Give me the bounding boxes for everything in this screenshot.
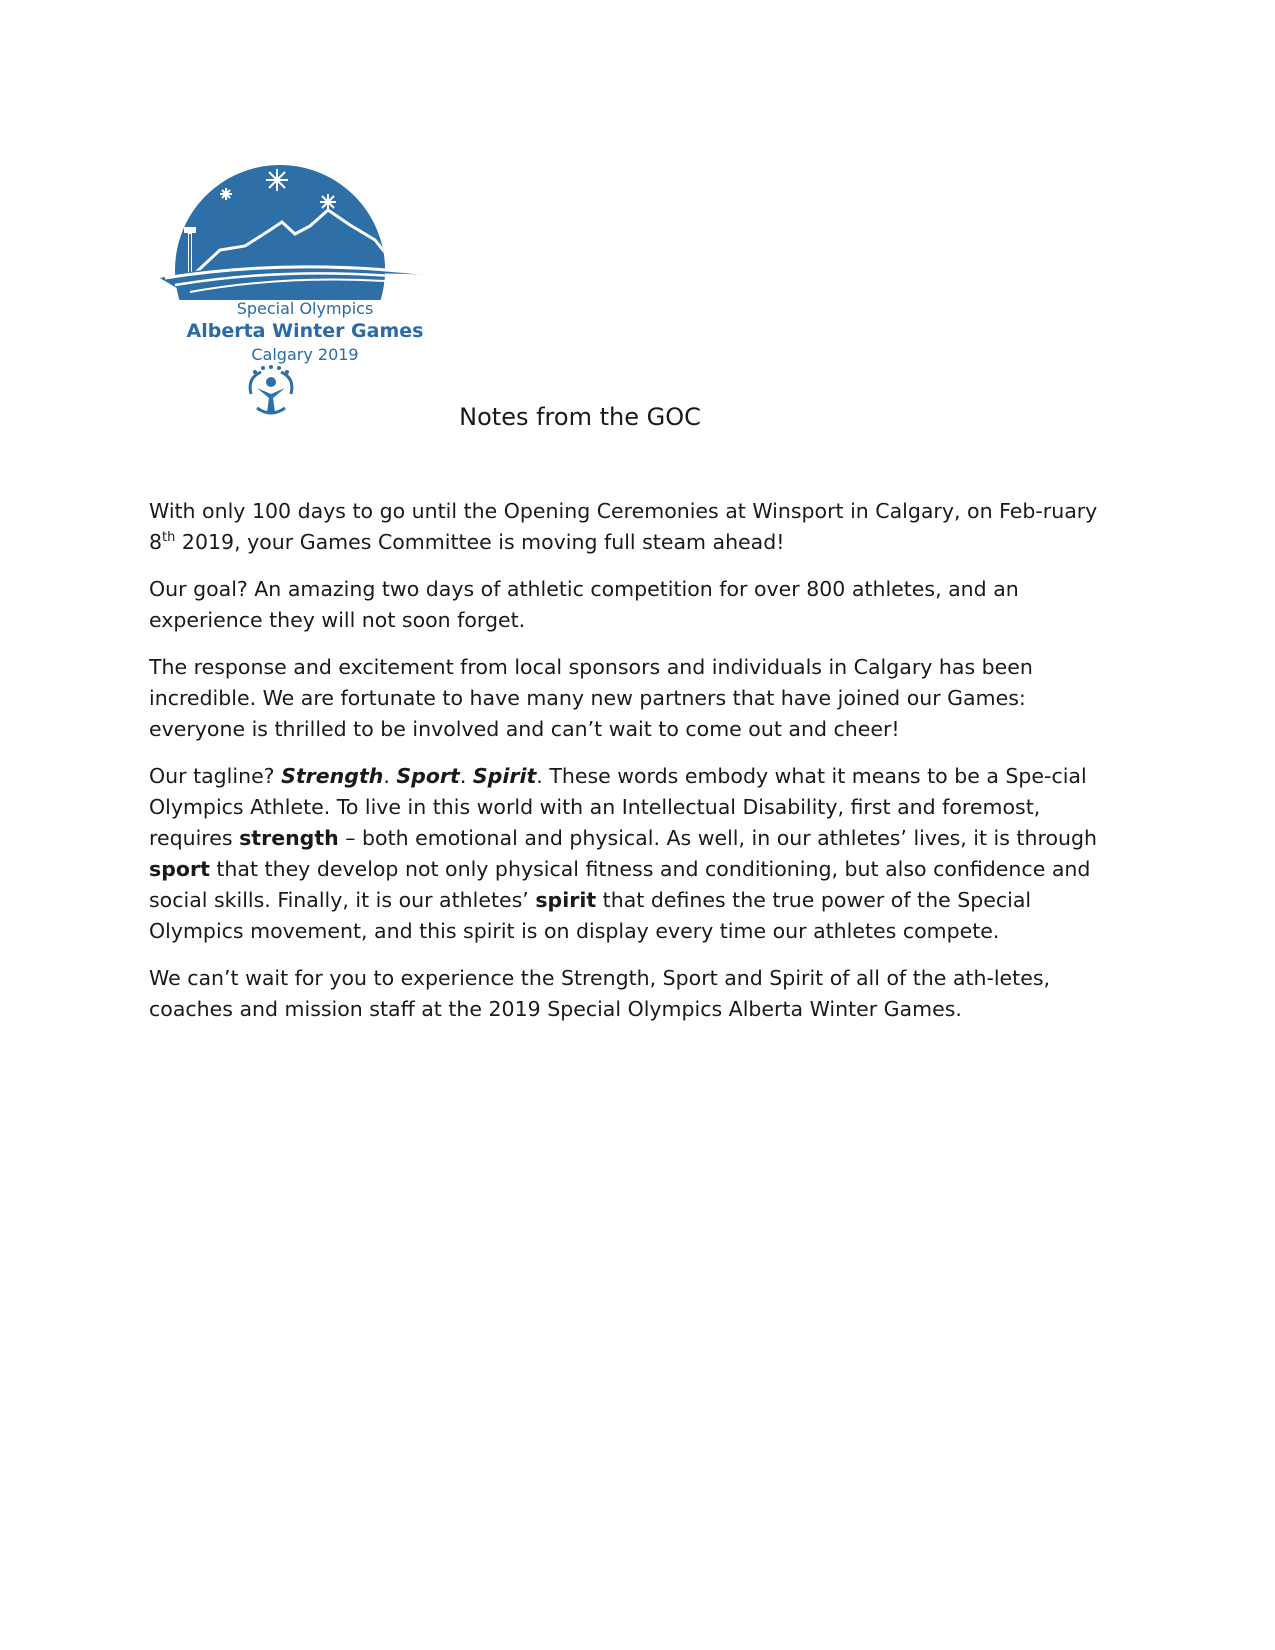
paragraph-5: We can’t wait for you to experience the Strength, Sport and Spirit of all of the ath-letes, coaches and mission staff at the 2019 Special Olympics Alberta Winter Games. [149, 966, 1051, 1021]
tagline-sport: Sport [396, 764, 460, 788]
paragraph-3: The response and excitement from local sponsors and individuals in Calgary has been incredible. We are fortunate to have many new partners that have joined our Games: everyone is thrilled to be involved and can’t wait to come out and cheer! [149, 655, 1033, 741]
tagline-spirit: Spirit [472, 764, 537, 788]
logo-line-3: Calgary 2019 [251, 345, 359, 364]
paragraph-2: Our goal? An amazing two days of athletic competition for over 800 athletes, and an experience they will not soon forget. [149, 577, 1019, 632]
article-body [149, 496, 1124, 1041]
page-title: Notes from the GOC [459, 403, 701, 431]
tagline-strength: Strength [281, 764, 384, 788]
logo-line-2: Alberta Winter Games [186, 320, 424, 342]
special-olympics-emblem [243, 364, 299, 420]
logo-line-1: Special Olympics [236, 299, 374, 318]
paragraph-1: With only 100 days to go until the Opening Ceremonies at Winsport in Calgary, on Feb-ruary 8th 2019, your Games Committee is moving full steam ahead! [149, 499, 1098, 554]
paragraph-4: Our tagline? Strength. Sport. Spirit. These words embody what it means to be a Spe-cial Olympics Athlete. To live in this world with an Intellectual Disability, first and foremost, requires strength – both emotional and physical. As well, in our athletes’ lives, it is through sport that they develop not only physical fitness and conditioning, but also confidence and social skills. Finally, it is our athletes’ spirit that defines the true power of the Special Olympics movement, and this spirit is on display every time our athletes compete. [149, 764, 1097, 943]
mountain-skyline [160, 150, 450, 300]
